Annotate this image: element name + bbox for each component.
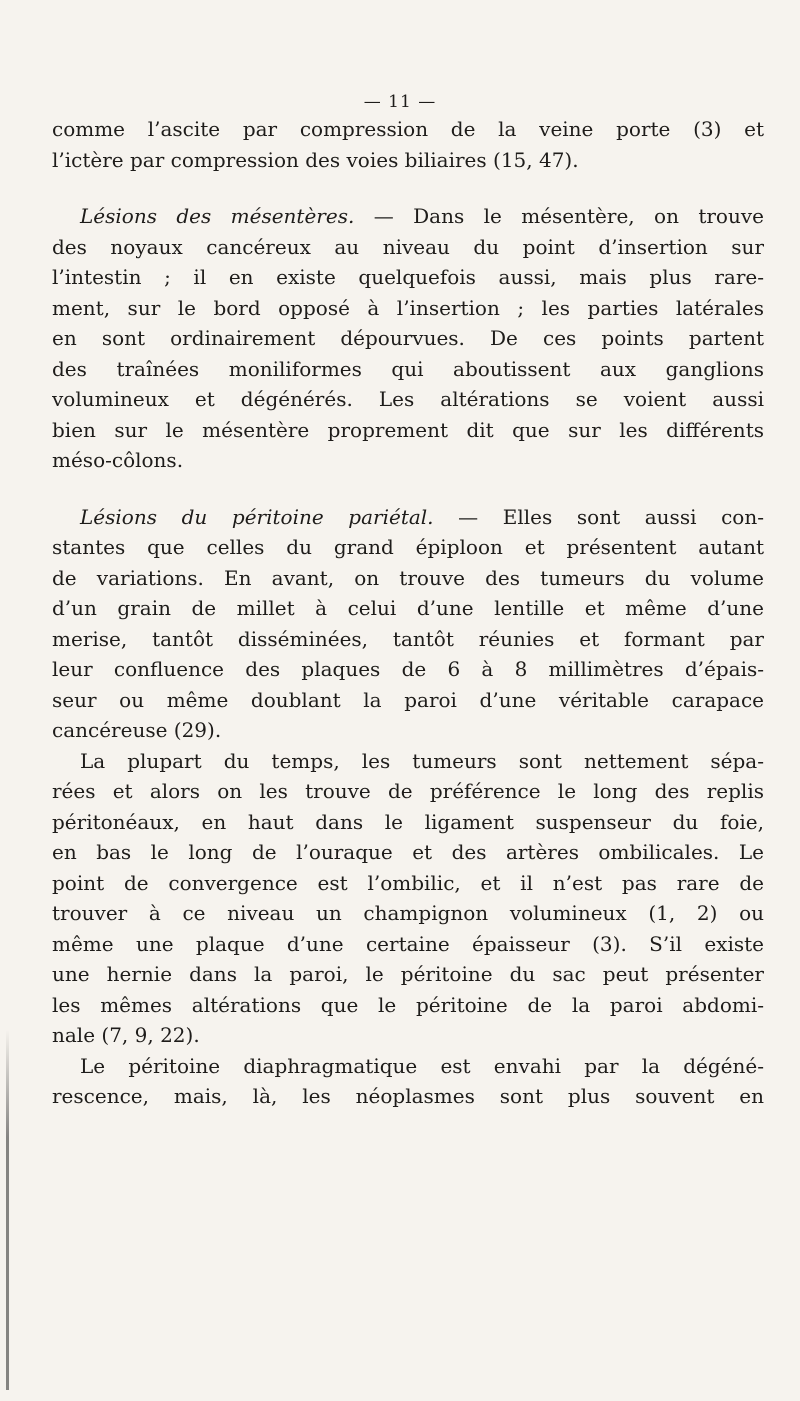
text-line: merise, tantôt disséminées, tantôt réunies et formant par <box>52 626 764 651</box>
text-line <box>52 201 764 232</box>
text-line: une hernie dans la paroi, le péritoine du sac peut présenter <box>52 962 764 986</box>
text-line: méso-côlons. <box>52 448 184 472</box>
text-line: stantes que celles du grand épiploon et présentent autant <box>52 535 764 559</box>
text-line: nale (7, 9, 22). <box>52 1023 200 1047</box>
page-edge-shadow <box>6 1030 9 1390</box>
text-line: l’intestin ; il en existe quelquefois aussi, mais plus rare- <box>52 265 764 289</box>
text-line: même une plaque d’une certaine épaisseur (3). S’il existe <box>52 931 764 956</box>
text-line: trouver à ce niveau un champignon volumineux (1, 2) ou <box>52 901 764 925</box>
text-line: péritonéaux, en haut dans le ligament suspenseur du foie, <box>52 809 764 834</box>
text-span: — Elles sont aussi con- <box>433 504 764 529</box>
text-line: de variations. En avant, on trouve des tumeurs du volume <box>52 565 764 590</box>
text-line: l’ictère par compression des voies biliaires (15, 47). <box>52 147 579 172</box>
text-line: en bas le long de l’ouraque et des artères ombilicales. Le <box>52 840 764 864</box>
paragraph-lesions-peritoine-parietal <box>52 502 764 746</box>
section-heading-peritoine-parietal: Lésions du péritoine pariétal. <box>80 504 434 529</box>
text-line: comme l’ascite par compression de la veine porte (3) et <box>52 117 764 141</box>
paragraph-ascite <box>52 114 764 175</box>
text-line: d’un grain de millet à celui d’une lentille et même d’une <box>52 596 764 620</box>
text-line: en sont ordinairement dépourvues. De ces points partent <box>52 326 764 350</box>
text-line: des traînées moniliformes qui aboutissent aux ganglions <box>52 356 764 381</box>
paragraph-lesions-mesenteres <box>52 201 764 476</box>
text-line <box>52 502 764 533</box>
body-text <box>52 114 764 1112</box>
text-line: Le péritoine diaphragmatique est envahi par la dégéné- <box>80 1053 764 1078</box>
text-line: ment, sur le bord opposé à l’insertion ; les parties latérales <box>52 295 764 320</box>
text-line: des noyaux cancéreux au niveau du point d’insertion sur <box>52 234 764 259</box>
section-heading-mesenteres: Lésions des mésentères. <box>80 204 355 228</box>
text-line: leur confluence des plaques de 6 à 8 millimètres d’épais- <box>52 657 764 681</box>
text-line: les mêmes altérations que le péritoine de la paroi abdomi- <box>52 992 764 1017</box>
text-line: seur ou même doublant la paroi d’une véritable carapace <box>52 687 764 712</box>
text-span: — Dans le mésentère, on trouve <box>354 204 764 228</box>
paragraph-tumeurs-separees <box>52 746 764 1051</box>
text-line: volumineux et dégénérés. Les altérations se voient aussi <box>52 387 764 411</box>
text-line: point de convergence est l’ombilic, et il n’est pas rare de <box>52 870 764 895</box>
text-line: rescence, mais, là, les néoplasmes sont plus souvent en <box>52 1084 764 1108</box>
text-line: La plupart du temps, les tumeurs sont nettement sépa- <box>80 748 764 773</box>
text-line: rées et alors on les trouve de préférence le long des replis <box>52 779 764 803</box>
text-line: bien sur le mésentère proprement dit que sur les différents <box>52 417 764 442</box>
page-number: — 11 — <box>363 92 437 112</box>
paragraph-peritoine-diaphragmatique <box>52 1051 764 1112</box>
text-line: cancéreuse (29). <box>52 718 222 742</box>
